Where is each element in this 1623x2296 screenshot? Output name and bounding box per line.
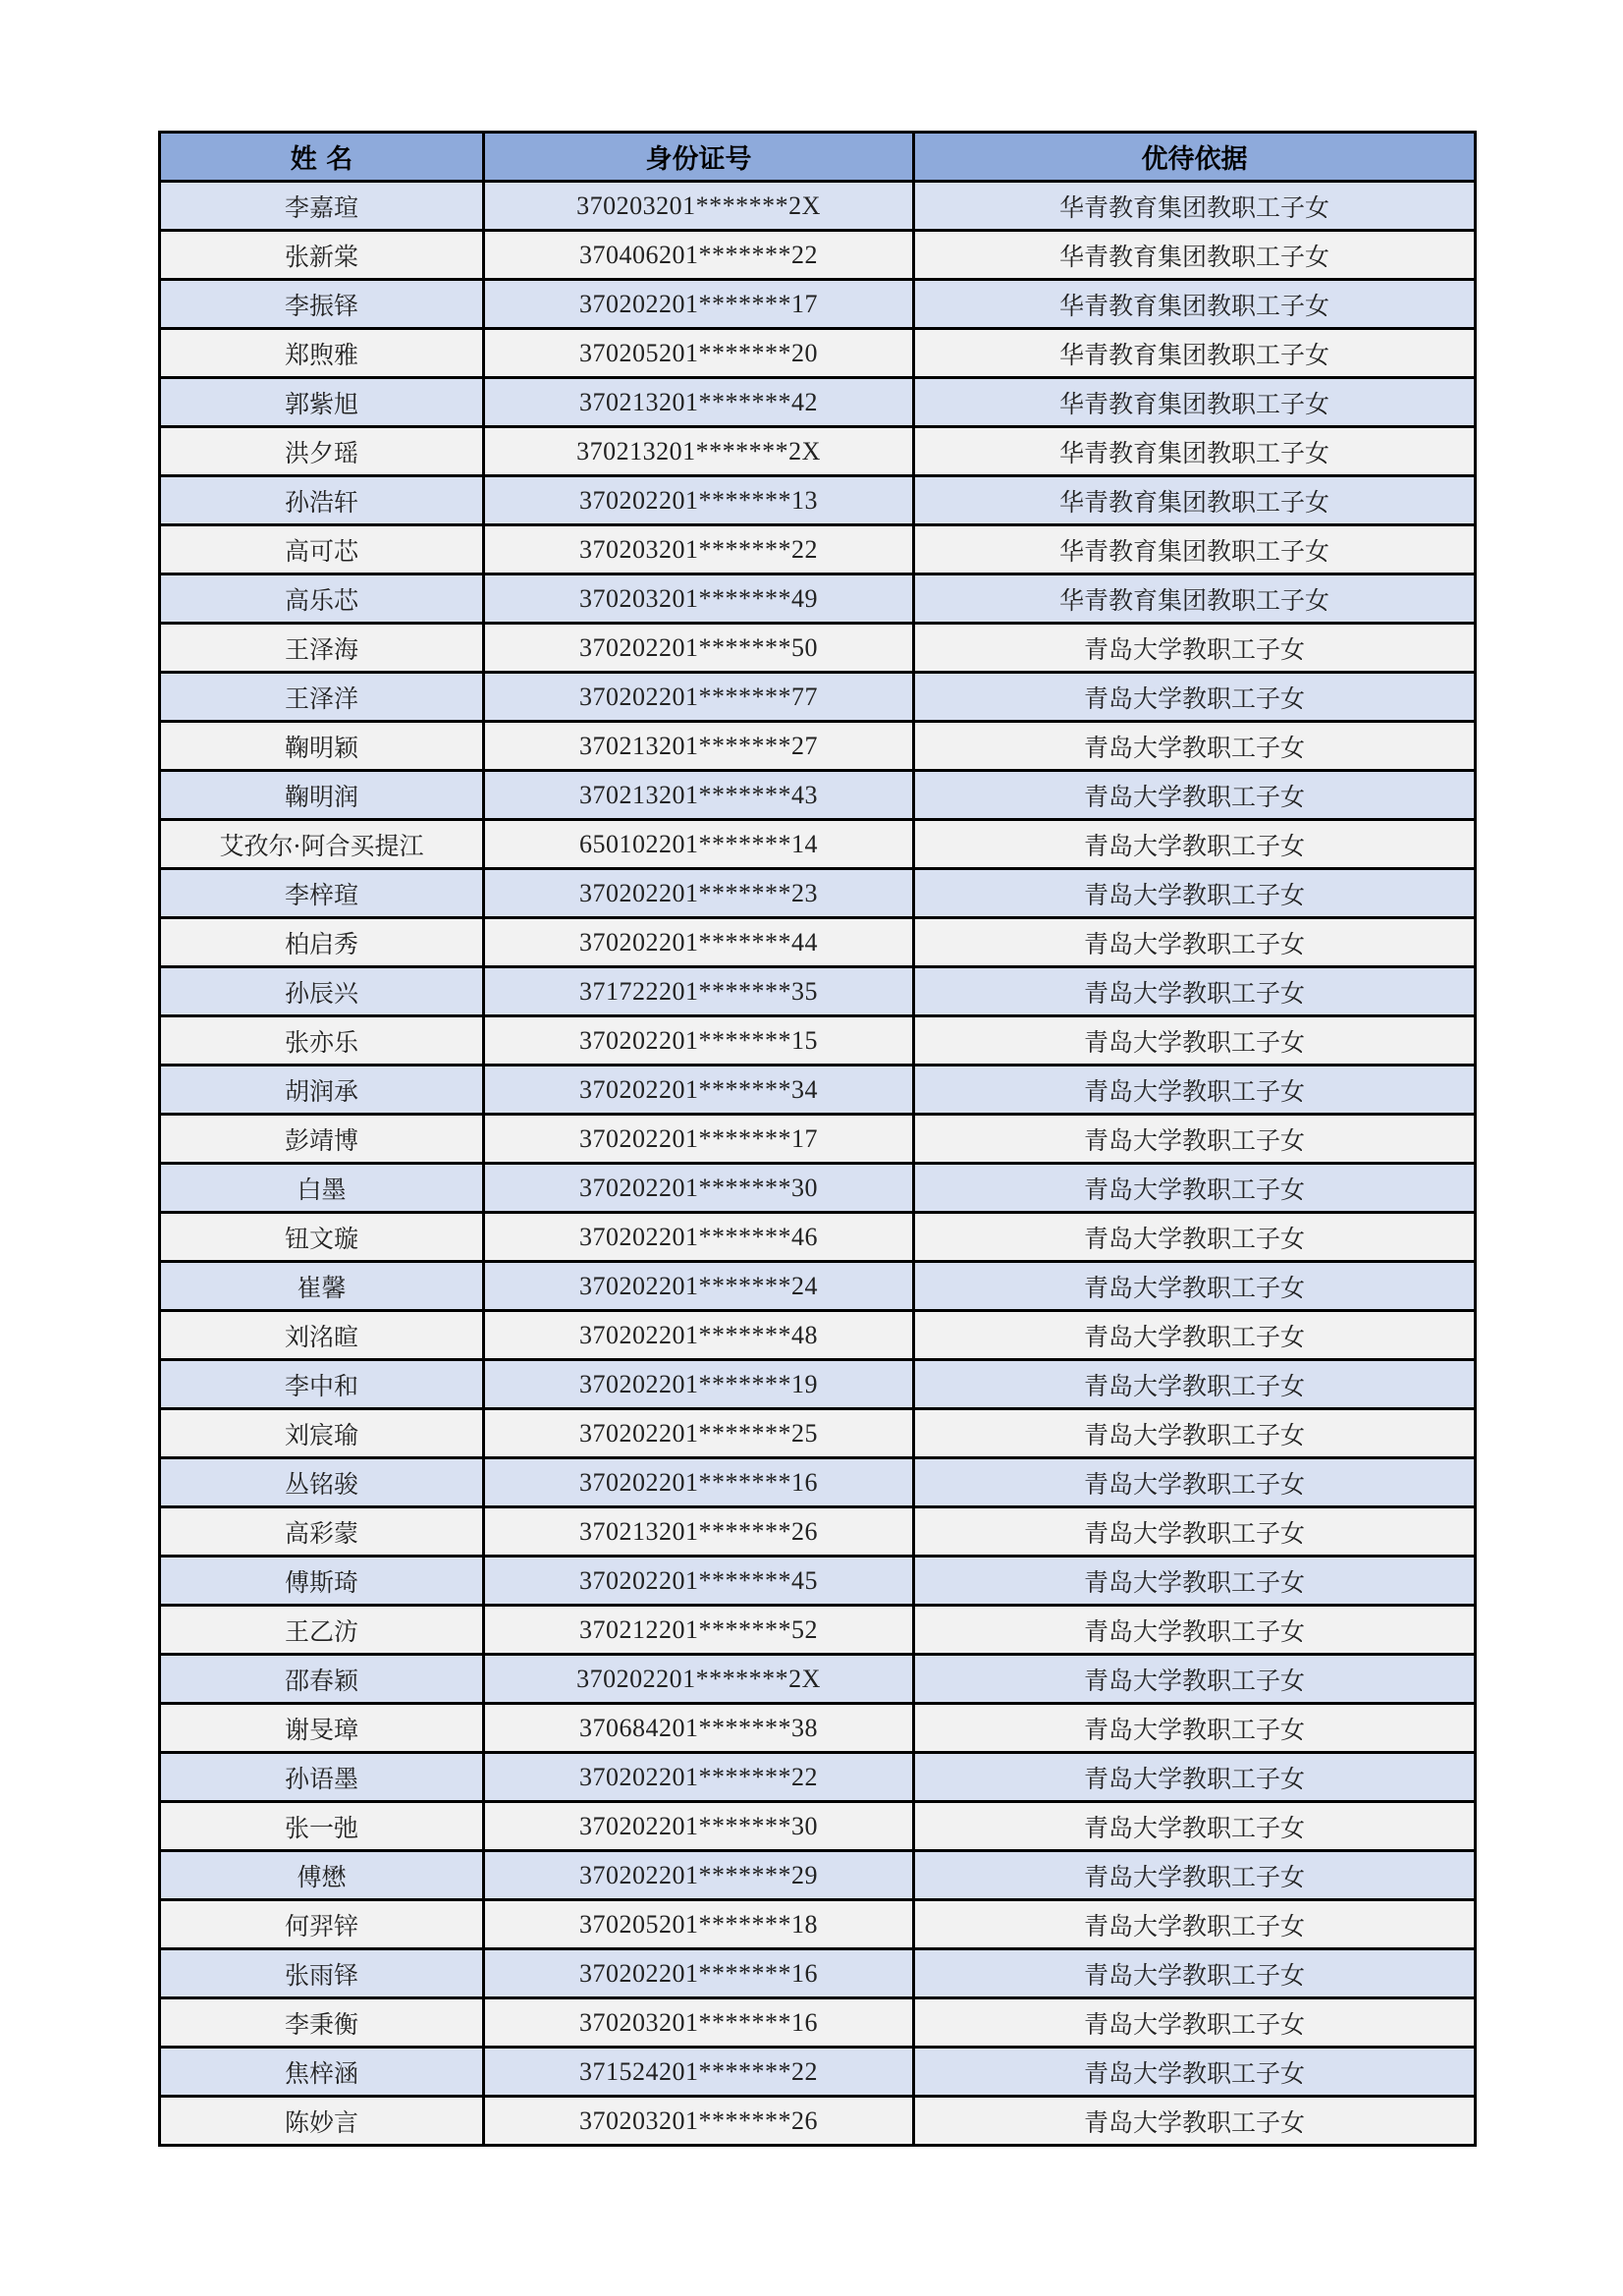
cell-basis: 青岛大学教职工子女 bbox=[914, 820, 1476, 869]
cell-name: 刘洺暄 bbox=[160, 1311, 484, 1360]
cell-name: 白墨 bbox=[160, 1164, 484, 1213]
cell-basis: 青岛大学教职工子女 bbox=[914, 1900, 1476, 1949]
cell-name: 王泽洋 bbox=[160, 673, 484, 722]
cell-name: 王乙汸 bbox=[160, 1606, 484, 1655]
table-row bbox=[160, 427, 1476, 476]
table-row bbox=[160, 1655, 1476, 1704]
cell-name: 焦梓涵 bbox=[160, 2048, 484, 2097]
cell-name: 郑煦雅 bbox=[160, 329, 484, 378]
cell-basis: 青岛大学教职工子女 bbox=[914, 1704, 1476, 1753]
cell-basis: 青岛大学教职工子女 bbox=[914, 1507, 1476, 1557]
cell-id-number: 370202201*******19 bbox=[484, 1360, 914, 1409]
cell-basis: 青岛大学教职工子女 bbox=[914, 771, 1476, 820]
cell-basis: 青岛大学教职工子女 bbox=[914, 869, 1476, 918]
cell-basis: 青岛大学教职工子女 bbox=[914, 1802, 1476, 1851]
cell-id-number: 370202201*******30 bbox=[484, 1802, 914, 1851]
cell-name: 刘宸瑜 bbox=[160, 1409, 484, 1458]
cell-basis: 青岛大学教职工子女 bbox=[914, 2048, 1476, 2097]
cell-id-number: 370203201*******2X bbox=[484, 182, 914, 231]
table-row bbox=[160, 1409, 1476, 1458]
cell-id-number: 370202201*******13 bbox=[484, 476, 914, 525]
table-row bbox=[160, 1998, 1476, 2048]
cell-name: 傅懋 bbox=[160, 1851, 484, 1900]
cell-name: 陈妙言 bbox=[160, 2097, 484, 2146]
cell-id-number: 370202201*******2X bbox=[484, 1655, 914, 1704]
cell-id-number: 370684201*******38 bbox=[484, 1704, 914, 1753]
table-row bbox=[160, 574, 1476, 624]
cell-basis: 青岛大学教职工子女 bbox=[914, 1851, 1476, 1900]
table-row bbox=[160, 967, 1476, 1016]
cell-id-number: 370213201*******27 bbox=[484, 722, 914, 771]
cell-id-number: 370202201*******44 bbox=[484, 918, 914, 967]
cell-name: 王泽海 bbox=[160, 624, 484, 673]
cell-name: 孙辰兴 bbox=[160, 967, 484, 1016]
cell-id-number: 370203201*******16 bbox=[484, 1998, 914, 2048]
cell-basis: 青岛大学教职工子女 bbox=[914, 1557, 1476, 1606]
cell-name: 李振铎 bbox=[160, 280, 484, 329]
cell-name: 傅斯琦 bbox=[160, 1557, 484, 1606]
table-row bbox=[160, 231, 1476, 280]
cell-name: 鞠明润 bbox=[160, 771, 484, 820]
cell-id-number: 370406201*******22 bbox=[484, 231, 914, 280]
cell-basis: 华青教育集团教职工子女 bbox=[914, 329, 1476, 378]
cell-basis: 青岛大学教职工子女 bbox=[914, 673, 1476, 722]
table-row bbox=[160, 1262, 1476, 1311]
cell-id-number: 650102201*******14 bbox=[484, 820, 914, 869]
cell-name: 邵春颖 bbox=[160, 1655, 484, 1704]
cell-basis: 青岛大学教职工子女 bbox=[914, 1164, 1476, 1213]
cell-name: 高可芯 bbox=[160, 525, 484, 574]
cell-name: 谢旻璋 bbox=[160, 1704, 484, 1753]
cell-basis: 华青教育集团教职工子女 bbox=[914, 476, 1476, 525]
cell-basis: 华青教育集团教职工子女 bbox=[914, 427, 1476, 476]
table-row bbox=[160, 1016, 1476, 1066]
cell-name: 胡润承 bbox=[160, 1066, 484, 1115]
cell-name: 郭紫旭 bbox=[160, 378, 484, 427]
cell-name: 鞠明颖 bbox=[160, 722, 484, 771]
cell-basis: 青岛大学教职工子女 bbox=[914, 1409, 1476, 1458]
cell-basis: 青岛大学教职工子女 bbox=[914, 1311, 1476, 1360]
cell-id-number: 370205201*******18 bbox=[484, 1900, 914, 1949]
cell-basis: 华青教育集团教职工子女 bbox=[914, 280, 1476, 329]
table-row bbox=[160, 722, 1476, 771]
table-row bbox=[160, 182, 1476, 231]
cell-basis: 青岛大学教职工子女 bbox=[914, 2097, 1476, 2146]
cell-basis: 青岛大学教职工子女 bbox=[914, 624, 1476, 673]
table-row bbox=[160, 2048, 1476, 2097]
cell-name: 崔馨 bbox=[160, 1262, 484, 1311]
cell-id-number: 370202201*******24 bbox=[484, 1262, 914, 1311]
cell-id-number: 370202201*******30 bbox=[484, 1164, 914, 1213]
cell-basis: 青岛大学教职工子女 bbox=[914, 1213, 1476, 1262]
cell-name: 钮文璇 bbox=[160, 1213, 484, 1262]
cell-basis: 青岛大学教职工子女 bbox=[914, 1262, 1476, 1311]
cell-name: 张新棠 bbox=[160, 231, 484, 280]
cell-basis: 华青教育集团教职工子女 bbox=[914, 231, 1476, 280]
cell-basis: 华青教育集团教职工子女 bbox=[914, 182, 1476, 231]
cell-id-number: 370202201*******77 bbox=[484, 673, 914, 722]
cell-basis: 青岛大学教职工子女 bbox=[914, 1458, 1476, 1507]
cell-name: 李秉衡 bbox=[160, 1998, 484, 2048]
header-basis: 优待依据 bbox=[914, 133, 1476, 182]
table-row bbox=[160, 1557, 1476, 1606]
cell-id-number: 370202201*******25 bbox=[484, 1409, 914, 1458]
cell-id-number: 370203201*******22 bbox=[484, 525, 914, 574]
cell-id-number: 370202201*******22 bbox=[484, 1753, 914, 1802]
cell-basis: 青岛大学教职工子女 bbox=[914, 1753, 1476, 1802]
table-row bbox=[160, 2097, 1476, 2146]
cell-basis: 青岛大学教职工子女 bbox=[914, 1360, 1476, 1409]
cell-id-number: 370202201*******29 bbox=[484, 1851, 914, 1900]
cell-basis: 青岛大学教职工子女 bbox=[914, 1115, 1476, 1164]
cell-basis: 青岛大学教职工子女 bbox=[914, 1655, 1476, 1704]
table-row bbox=[160, 771, 1476, 820]
table-header bbox=[160, 133, 1476, 182]
cell-id-number: 370213201*******2X bbox=[484, 427, 914, 476]
cell-basis: 青岛大学教职工子女 bbox=[914, 967, 1476, 1016]
cell-basis: 青岛大学教职工子女 bbox=[914, 1998, 1476, 2048]
table-row bbox=[160, 329, 1476, 378]
table-row bbox=[160, 1606, 1476, 1655]
roster-table-container bbox=[158, 131, 1474, 2147]
cell-name: 柏启秀 bbox=[160, 918, 484, 967]
cell-name: 张亦乐 bbox=[160, 1016, 484, 1066]
cell-id-number: 370202201*******34 bbox=[484, 1066, 914, 1115]
cell-basis: 青岛大学教职工子女 bbox=[914, 918, 1476, 967]
cell-name: 孙语墨 bbox=[160, 1753, 484, 1802]
table-row bbox=[160, 378, 1476, 427]
table-row bbox=[160, 1753, 1476, 1802]
table-row bbox=[160, 1900, 1476, 1949]
table-row bbox=[160, 624, 1476, 673]
table-row bbox=[160, 869, 1476, 918]
cell-name: 洪夕瑶 bbox=[160, 427, 484, 476]
roster-table bbox=[158, 131, 1477, 2147]
cell-name: 高彩蒙 bbox=[160, 1507, 484, 1557]
cell-basis: 青岛大学教职工子女 bbox=[914, 1606, 1476, 1655]
table-row bbox=[160, 1164, 1476, 1213]
cell-id-number: 370202201*******16 bbox=[484, 1949, 914, 1998]
header-name: 姓 名 bbox=[160, 133, 484, 182]
cell-id-number: 370202201*******45 bbox=[484, 1557, 914, 1606]
table-row bbox=[160, 1704, 1476, 1753]
table-row bbox=[160, 525, 1476, 574]
cell-id-number: 370213201*******42 bbox=[484, 378, 914, 427]
cell-id-number: 370202201*******46 bbox=[484, 1213, 914, 1262]
cell-id-number: 370202201*******50 bbox=[484, 624, 914, 673]
table-row bbox=[160, 1115, 1476, 1164]
table-row bbox=[160, 673, 1476, 722]
table-row bbox=[160, 1802, 1476, 1851]
cell-name: 孙浩轩 bbox=[160, 476, 484, 525]
table-row bbox=[160, 1949, 1476, 1998]
cell-name: 高乐芯 bbox=[160, 574, 484, 624]
cell-id-number: 370203201*******49 bbox=[484, 574, 914, 624]
table-row bbox=[160, 1360, 1476, 1409]
cell-id-number: 370203201*******26 bbox=[484, 2097, 914, 2146]
table-row bbox=[160, 1311, 1476, 1360]
cell-basis: 华青教育集团教职工子女 bbox=[914, 574, 1476, 624]
table-row bbox=[160, 918, 1476, 967]
cell-name: 李嘉瑄 bbox=[160, 182, 484, 231]
cell-id-number: 370213201*******43 bbox=[484, 771, 914, 820]
cell-id-number: 370202201*******17 bbox=[484, 280, 914, 329]
cell-id-number: 370202201*******16 bbox=[484, 1458, 914, 1507]
table-row bbox=[160, 820, 1476, 869]
table-row bbox=[160, 1213, 1476, 1262]
cell-name: 丛铭骏 bbox=[160, 1458, 484, 1507]
cell-name: 李梓瑄 bbox=[160, 869, 484, 918]
cell-basis: 华青教育集团教职工子女 bbox=[914, 378, 1476, 427]
cell-name: 彭靖博 bbox=[160, 1115, 484, 1164]
cell-name: 李中和 bbox=[160, 1360, 484, 1409]
table-row bbox=[160, 1851, 1476, 1900]
cell-basis: 青岛大学教职工子女 bbox=[914, 1066, 1476, 1115]
cell-id-number: 370202201*******23 bbox=[484, 869, 914, 918]
cell-basis: 青岛大学教职工子女 bbox=[914, 1016, 1476, 1066]
table-body bbox=[160, 182, 1476, 2146]
header-row bbox=[160, 133, 1476, 182]
cell-id-number: 370202201*******17 bbox=[484, 1115, 914, 1164]
table-row bbox=[160, 1507, 1476, 1557]
header-id-number: 身份证号 bbox=[484, 133, 914, 182]
cell-id-number: 370202201*******15 bbox=[484, 1016, 914, 1066]
table-row bbox=[160, 1066, 1476, 1115]
cell-name: 张雨铎 bbox=[160, 1949, 484, 1998]
cell-basis: 华青教育集团教职工子女 bbox=[914, 525, 1476, 574]
table-row bbox=[160, 1458, 1476, 1507]
cell-id-number: 370213201*******26 bbox=[484, 1507, 914, 1557]
cell-id-number: 371524201*******22 bbox=[484, 2048, 914, 2097]
cell-id-number: 370205201*******20 bbox=[484, 329, 914, 378]
table-row bbox=[160, 476, 1476, 525]
cell-id-number: 371722201*******35 bbox=[484, 967, 914, 1016]
cell-name: 艾孜尔·阿合买提江 bbox=[160, 820, 484, 869]
cell-basis: 青岛大学教职工子女 bbox=[914, 722, 1476, 771]
table-row bbox=[160, 280, 1476, 329]
cell-basis: 青岛大学教职工子女 bbox=[914, 1949, 1476, 1998]
cell-id-number: 370212201*******52 bbox=[484, 1606, 914, 1655]
cell-name: 张一弛 bbox=[160, 1802, 484, 1851]
cell-name: 何羿锌 bbox=[160, 1900, 484, 1949]
cell-id-number: 370202201*******48 bbox=[484, 1311, 914, 1360]
